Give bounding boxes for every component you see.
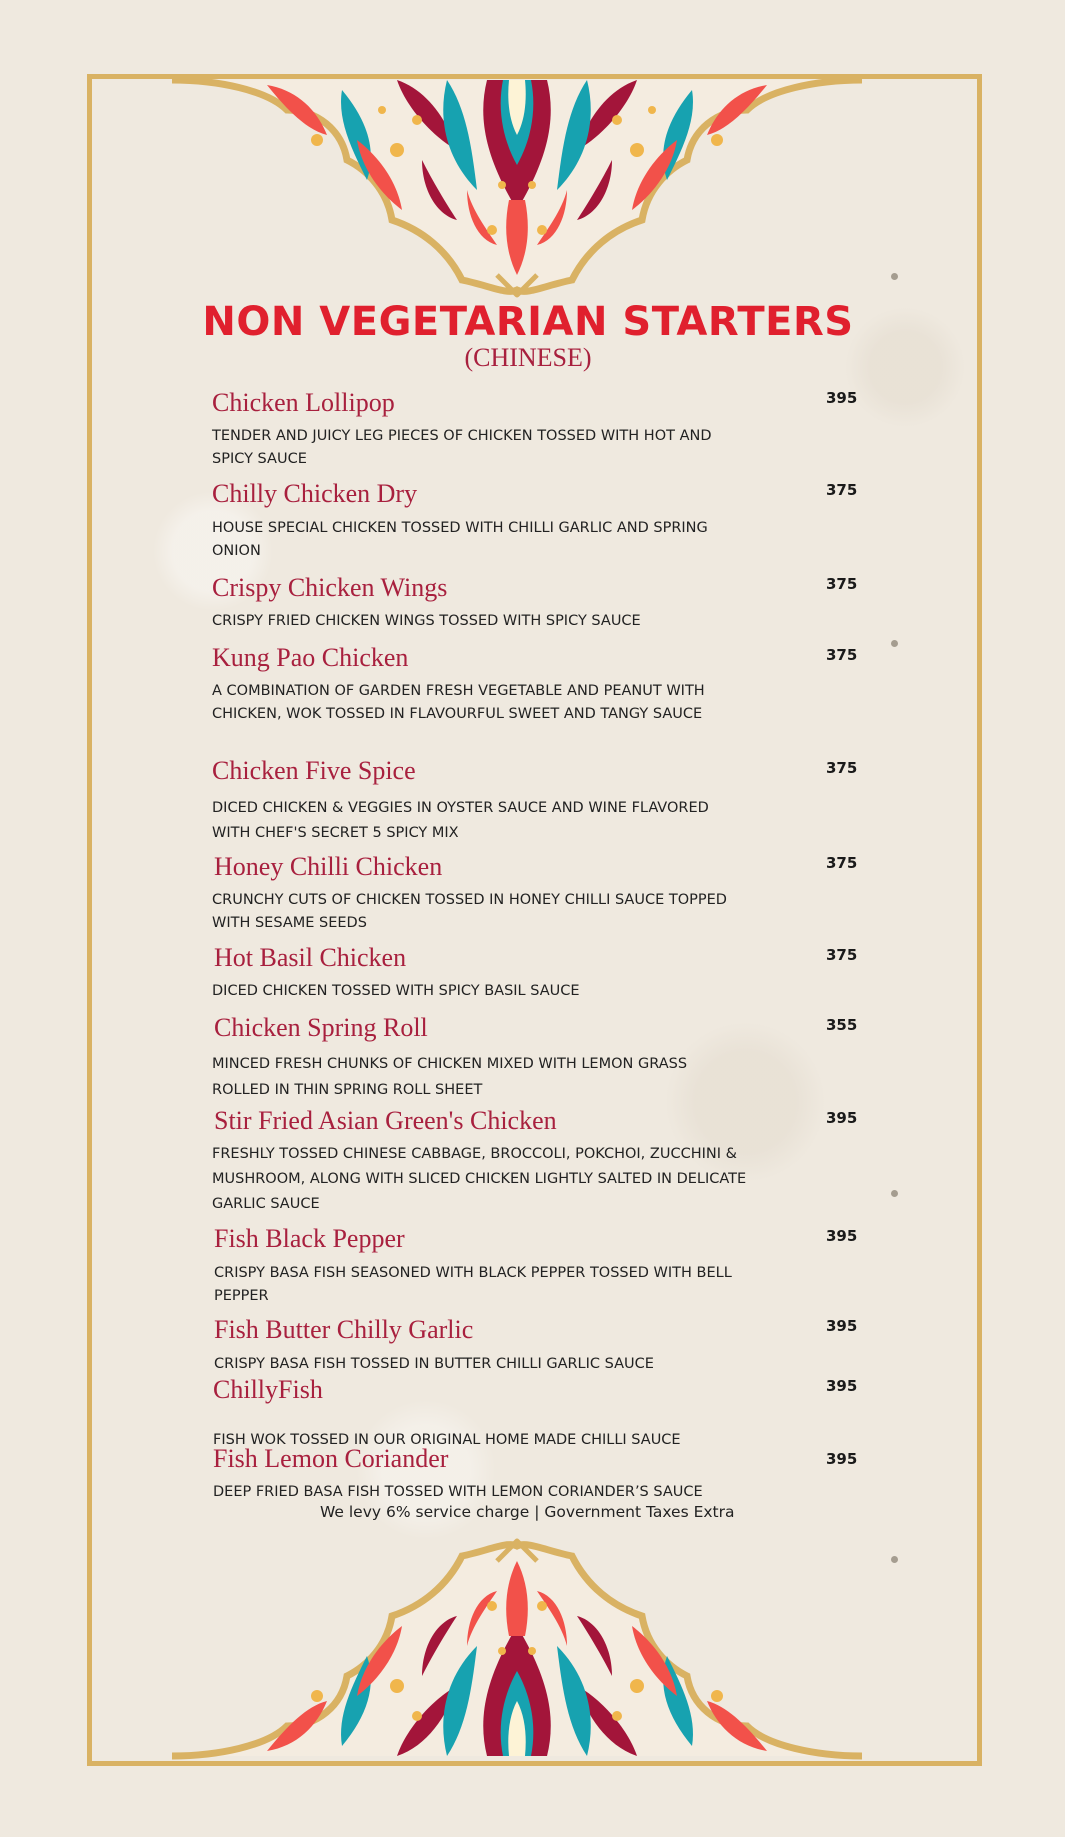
bottom-mandala-ornament (0, 1520, 1065, 1760)
item-price: 375 (826, 646, 858, 664)
menu-item (212, 756, 872, 846)
item-price: 395 (826, 1450, 858, 1468)
item-price: 375 (826, 854, 858, 872)
menu-item (214, 852, 874, 935)
menu-item (214, 1106, 874, 1217)
item-description: CRISPY FRIED CHICKEN WINGS TOSSED WITH SPICY SAUCE (212, 613, 641, 629)
item-price: 375 (826, 759, 858, 777)
item-description: CRISPY BASA FISH SEASONED WITH BLACK PEPPER TOSSED WITH BELL PEPPER (214, 1265, 732, 1304)
item-description: DICED CHICKEN TOSSED WITH SPICY BASIL SAUCE (212, 983, 580, 999)
menu-item (214, 1224, 874, 1308)
item-description: CRUNCHY CUTS OF CHICKEN TOSSED IN HONEY CHILLI SAUCE TOPPED WITH SESAME SEEDS (212, 892, 727, 931)
item-name: Chicken Five Spice (212, 756, 416, 785)
menu-item (213, 1444, 873, 1504)
item-name: Chicken Spring Roll (214, 1013, 428, 1042)
item-name: Crispy Chicken Wings (212, 573, 448, 602)
paper-speck (891, 273, 898, 280)
item-description: DICED CHICKEN & VEGGIES IN OYSTER SAUCE AND WINE FLAVORED WITH CHEF'S SECRET 5 SPICY MIX (212, 800, 709, 841)
item-price: 395 (826, 1317, 858, 1335)
item-description: FISH WOK TOSSED IN OUR ORIGINAL HOME MADE CHILLI SAUCE (213, 1432, 681, 1448)
menu-item (212, 388, 872, 471)
item-price: 395 (826, 1227, 858, 1245)
item-name: Hot Basil Chicken (214, 943, 407, 972)
item-description: CRISPY BASA FISH TOSSED IN BUTTER CHILLI GARLIC SAUCE (214, 1356, 654, 1372)
item-price: 375 (826, 946, 858, 964)
menu-item (212, 573, 872, 633)
item-description: DEEP FRIED BASA FISH TOSSED WITH LEMON CORIANDER’S SAUCE (213, 1484, 703, 1500)
page-subtitle: (CHINESE) (464, 343, 592, 372)
item-price: 355 (826, 1016, 858, 1034)
page-title: NON VEGETARIAN STARTERS (202, 299, 854, 345)
item-description: TENDER AND JUICY LEG PIECES OF CHICKEN TOSSED WITH HOT AND SPICY SAUCE (212, 428, 712, 467)
item-description: MINCED FRESH CHUNKS OF CHICKEN MIXED WITH LEMON GRASS ROLLED IN THIN SPRING ROLL SHEET (212, 1056, 688, 1098)
item-description: FRESHLY TOSSED CHINESE CABBAGE, BROCCOLI, POKCHOI, ZUCCHINI & MUSHROOM, ALONG WITH SLICED CHICKEN LIGHTLY SALTED IN DELICATE GARLIC SAUCE (212, 1146, 747, 1212)
item-price: 395 (826, 1109, 858, 1127)
paper-speck (891, 1190, 898, 1197)
paper-speck (891, 1556, 898, 1563)
item-name: Chilly Chicken Dry (212, 479, 418, 508)
item-name: ChillyFish (213, 1375, 323, 1404)
menu-item (213, 1375, 873, 1452)
item-price: 375 (826, 481, 858, 499)
item-name: Chicken Lollipop (212, 388, 395, 417)
item-price: 395 (826, 389, 858, 407)
item-description: A COMBINATION OF GARDEN FRESH VEGETABLE AND PEANUT WITH CHICKEN, WOK TOSSED IN FLAVOURFUL SWEET AND TANGY SAUCE (212, 683, 705, 722)
menu-item (214, 1315, 874, 1376)
item-name: Fish Lemon Coriander (213, 1444, 449, 1473)
item-name: Stir Fried Asian Green's Chicken (214, 1106, 557, 1135)
item-price: 375 (826, 575, 858, 593)
footer-note: We levy 6% service charge | Government Taxes Extra (320, 1503, 735, 1521)
paper-speck (891, 640, 898, 647)
item-name: Fish Butter Chilly Garlic (214, 1315, 474, 1344)
menu-item (212, 643, 872, 726)
item-name: Fish Black Pepper (214, 1224, 405, 1253)
item-name: Kung Pao Chicken (212, 643, 409, 672)
item-price: 395 (826, 1377, 858, 1395)
item-name: Honey Chilli Chicken (214, 852, 443, 881)
item-description: HOUSE SPECIAL CHICKEN TOSSED WITH CHILLI GARLIC AND SPRING ONION (212, 520, 708, 559)
menu-item (212, 479, 872, 563)
menu-item (214, 943, 874, 1003)
menu-item (214, 1013, 874, 1103)
